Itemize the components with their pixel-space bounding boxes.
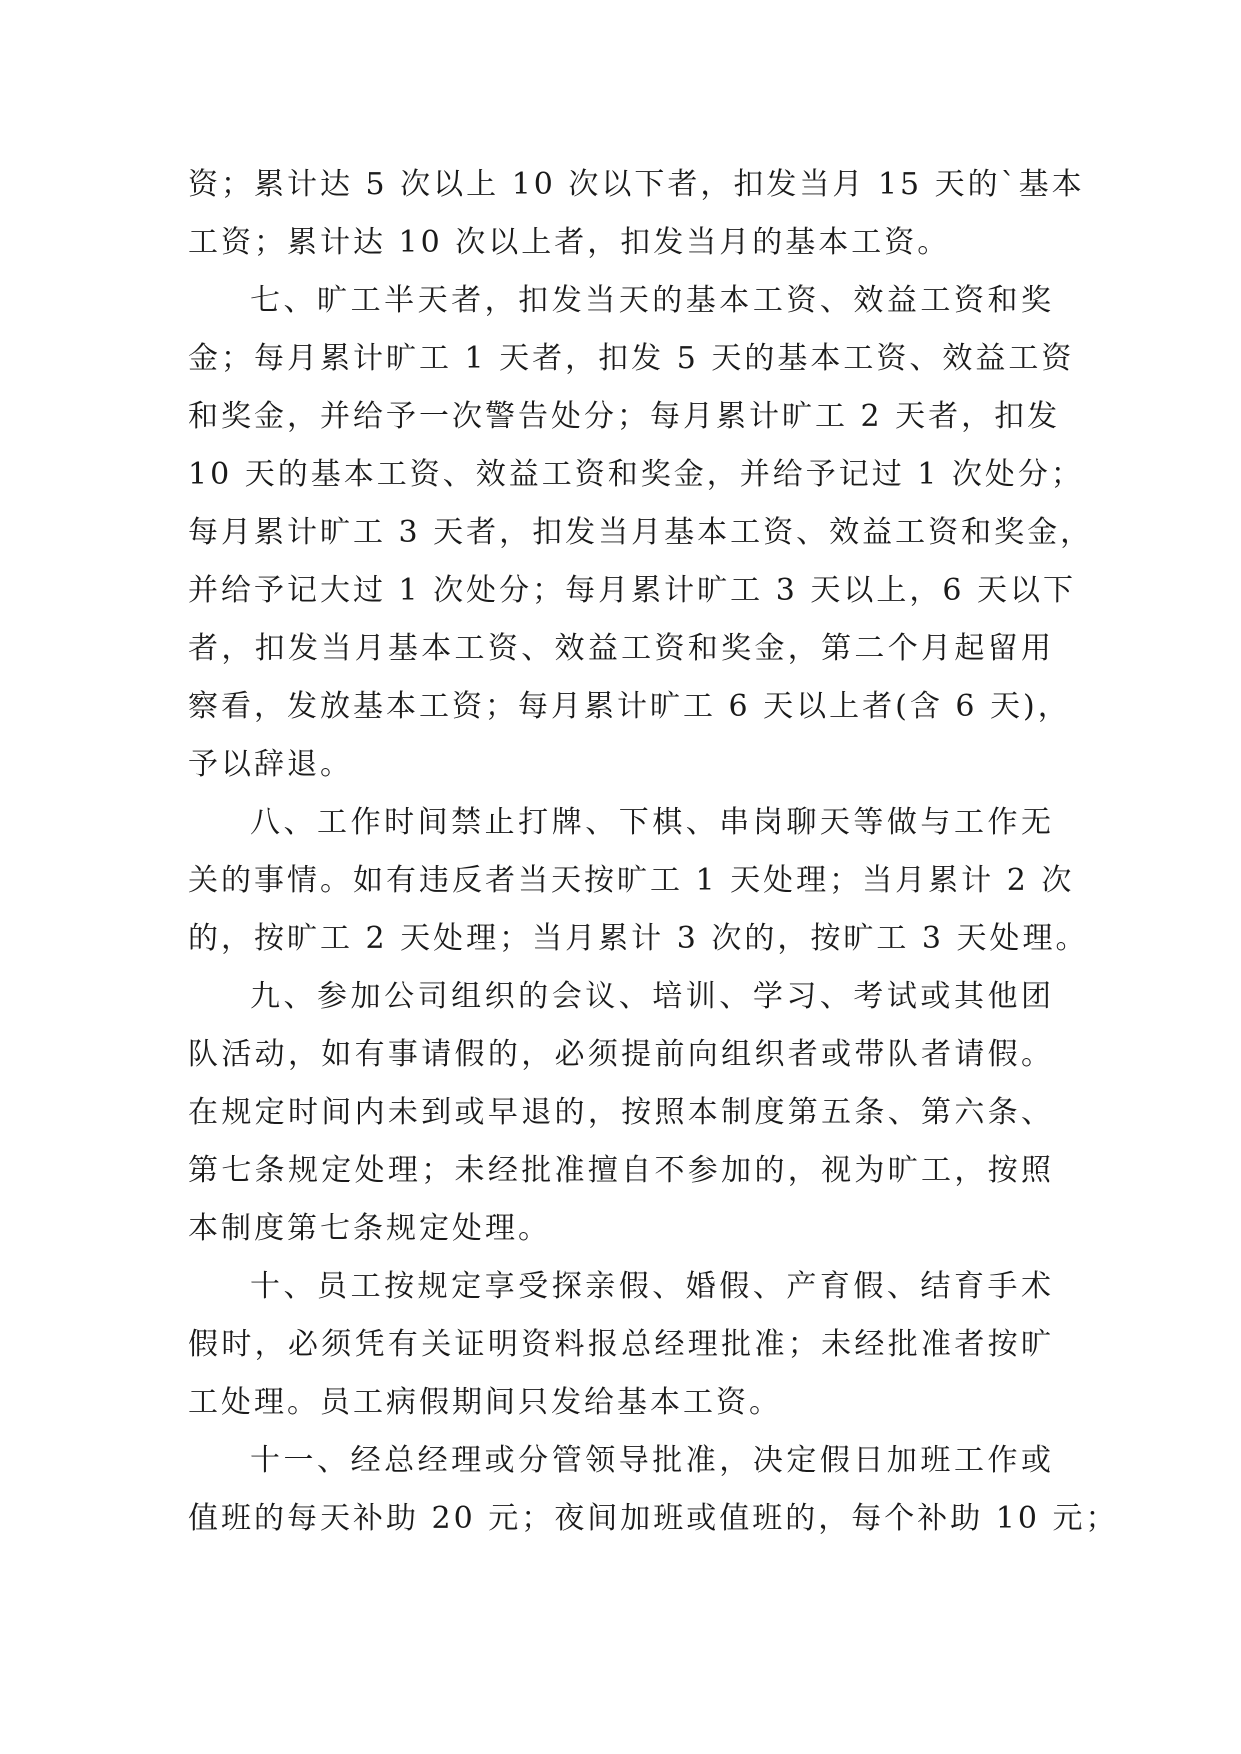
text-line: 十、员工按规定享受探亲假、婚假、产育假、结育手术	[250, 1269, 1054, 1304]
text-line: 九、参加公司组织的会议、培训、学习、考试或其他团	[250, 979, 1054, 1014]
paragraph-continuation	[188, 156, 1085, 272]
text-line: 值班的每天补助 20 元；夜间加班或值班的，每个补助 10 元；	[188, 1501, 1119, 1536]
text-line: 金；每月累计旷工 1 天者，扣发 5 天的基本工资、效益工资	[188, 341, 1075, 376]
text-line: 关的事情。如有违反者当天按旷工 1 天处理；当月累计 2 次	[188, 863, 1075, 898]
text-line: 工资；累计达 10 次以上者，扣发当月的基本工资。	[188, 225, 951, 260]
text-line: 察看，发放基本工资；每月累计旷工 6 天以上者(含 6 天)，	[188, 689, 1071, 724]
text-line: 和奖金，并给予一次警告处分；每月累计旷工 2 天者，扣发	[188, 399, 1061, 434]
text-line: 资；累计达 5 次以上 10 次以下者，扣发当月 15 天的`基本	[188, 167, 1085, 202]
text-line: 10 天的基本工资、效益工资和奖金，并给予记过 1 次处分；	[188, 457, 1084, 492]
text-line: 第七条规定处理；未经批准擅自不参加的，视为旷工，按照	[188, 1153, 1054, 1188]
paragraph-article-9	[188, 968, 1054, 1258]
paragraph-article-8	[188, 794, 1089, 968]
paragraph-article-7	[188, 272, 1094, 794]
text-line: 的，按旷工 2 天处理；当月累计 3 次的，按旷工 3 天处理。	[188, 921, 1089, 956]
text-line: 队活动，如有事请假的，必须提前向组织者或带队者请假。	[188, 1037, 1054, 1072]
document-body	[188, 156, 1119, 1548]
text-line: 本制度第七条规定处理。	[188, 1211, 551, 1246]
text-line: 假时，必须凭有关证明资料报总经理批准；未经批准者按旷	[188, 1327, 1054, 1362]
text-line: 予以辞退。	[188, 747, 353, 782]
text-line: 十一、经总经理或分管领导批准，决定假日加班工作或	[250, 1443, 1054, 1478]
text-line: 七、旷工半天者，扣发当天的基本工资、效益工资和奖	[250, 283, 1054, 318]
text-line: 在规定时间内未到或早退的，按照本制度第五条、第六条、	[188, 1095, 1054, 1130]
text-line: 并给予记大过 1 次处分；每月累计旷工 3 天以上，6 天以下	[188, 573, 1076, 608]
text-line: 每月累计旷工 3 天者，扣发当月基本工资、效益工资和奖金，	[188, 515, 1094, 550]
paragraph-article-10	[188, 1258, 1054, 1432]
text-line: 者，扣发当月基本工资、效益工资和奖金，第二个月起留用	[188, 631, 1054, 666]
text-line: 八、工作时间禁止打牌、下棋、串岗聊天等做与工作无	[250, 805, 1054, 840]
paragraph-article-11	[188, 1432, 1119, 1548]
text-line: 工处理。员工病假期间只发给基本工资。	[188, 1385, 782, 1420]
